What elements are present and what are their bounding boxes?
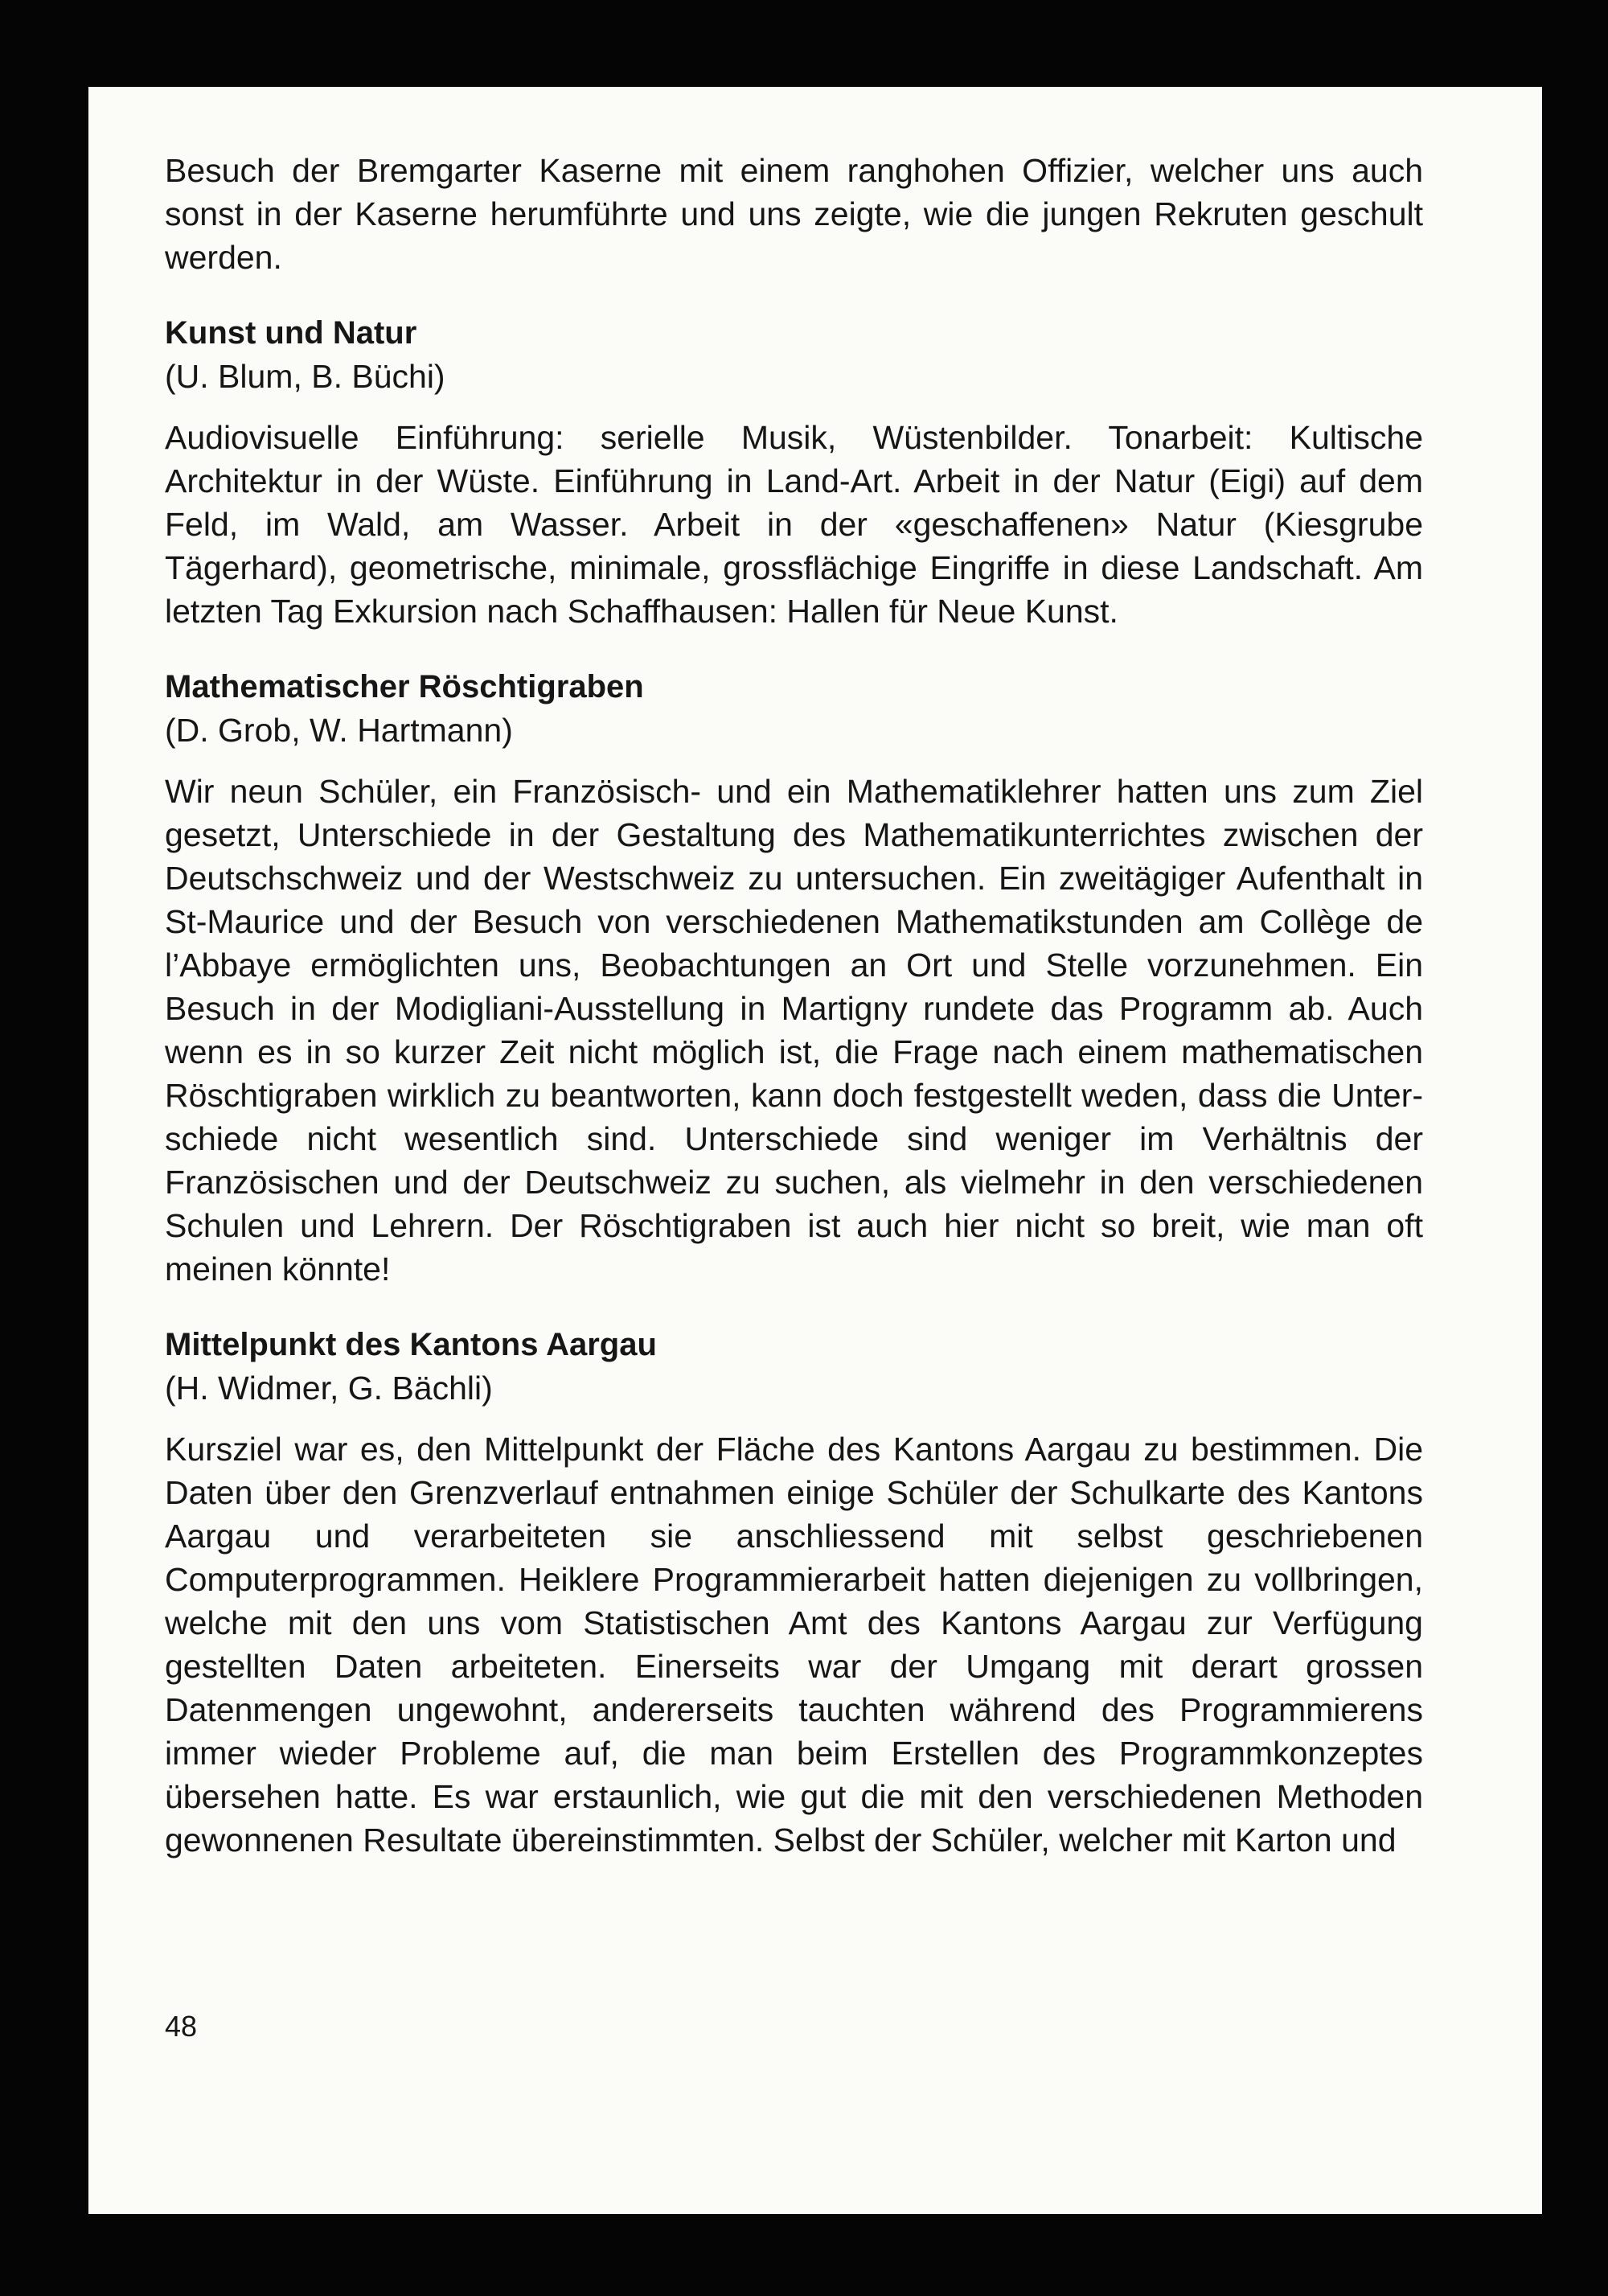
section-mittelpunkt-aargau: [165, 1323, 1423, 1862]
page-content: [165, 149, 1423, 1862]
section-authors: (H. Widmer, G. Bächli): [165, 1370, 493, 1407]
section-heading: Kunst und Natur: [165, 315, 417, 351]
section-authors: (U. Blum, B. Büchi): [165, 358, 445, 395]
section-kunst-und-natur: [165, 311, 1423, 633]
page-number: 48: [165, 2010, 198, 2043]
section-body: Wir neun Schüler, ein Französisch- und ein Mathematiklehrer hatten uns zum Ziel gesetzt, Unterschiede in der Gestaltung des Mathematikunterrichtes zwischen der Deutschschweiz und der Westschweiz zu untersuchen. Ein zweitägiger Aufenthalt in St-Maurice und der Besuch von verschiedenen Mathematikstunden am Collège de l’Abbaye ermöglichten uns, Beobachtungen an Ort und Stelle vorzunehmen. Ein Besuch in der Modigliani-Ausstellung in Martigny rundete das Programm ab. Auch wenn es in so kurzer Zeit nicht möglich ist, die Frage nach einem mathematischen Röschtigraben wirklich zu beantworten, kann doch festgestellt weden, dass die Unterschiede nicht wesentlich sind. Unterschiede sind weniger im Verhältnis der Französischen und der Deutschweiz zu suchen, als vielmehr in den verschiedenen Schulen und Lehrern. Der Röschtigraben ist auch hier nicht so breit, wie man oft meinen könnte!: [165, 773, 1423, 1288]
section-body: Kursziel war es, den Mittelpunkt der Fläche des Kantons Aargau zu bestimmen. Die Daten über den Grenzverlauf entnahmen einige Schüler der Schulkarte des Kantons Aargau und verarbeiteten sie anschliessend mit selbst geschriebenen Computerprogrammen. Heiklere Programmierarbeit hatten diejenigen zu vollbringen, welche mit den uns vom Statistischen Amt des Kantons Aargau zur Verfügung gestellten Daten arbeiteten. Einerseits war der Umgang mit derart grossen Datenmengen ungewohnt, andererseits tauchten während des Programmierens immer wieder Probleme auf, die man beim Erstellen des Programmkonzeptes übersehen hatte. Es war erstaunlich, wie gut die mit den verschiedenen Methoden gewonnenen Resultate übereinstimmten. Selbst der Schüler, welcher mit Karton und: [165, 1431, 1423, 1859]
section-authors: (D. Grob, W. Hartmann): [165, 712, 513, 749]
section-body: Audiovisuelle Einführung: serielle Musik, Wüstenbilder. Tonarbeit: Kultische Architektur in der Wüste. Einführung in Land-Art. Arbeit in der Natur (Eigi) auf dem Feld, im Wald, am Wasser. Arbeit in der «geschaffenen» Natur (Kiesgrube Tägerhard), geometrische, minimale, grossflächige Eingriffe in diese Landschaft. Am letzten Tag Exkursion nach Schaffhausen: Hallen für Neue Kunst.: [165, 419, 1423, 630]
intro-paragraph: Besuch der Bremgarter Kaserne mit einem ranghohen Offizier, welcher uns auch sonst in der Kaserne herumführte und uns zeigte, wie die jungen Rekruten geschult werden.: [165, 152, 1423, 276]
section-heading: Mathematischer Röschtigraben: [165, 669, 644, 704]
section-heading: Mittelpunkt des Kantons Aargau: [165, 1327, 657, 1362]
section-mathematischer-roeschtigraben: [165, 665, 1423, 1291]
